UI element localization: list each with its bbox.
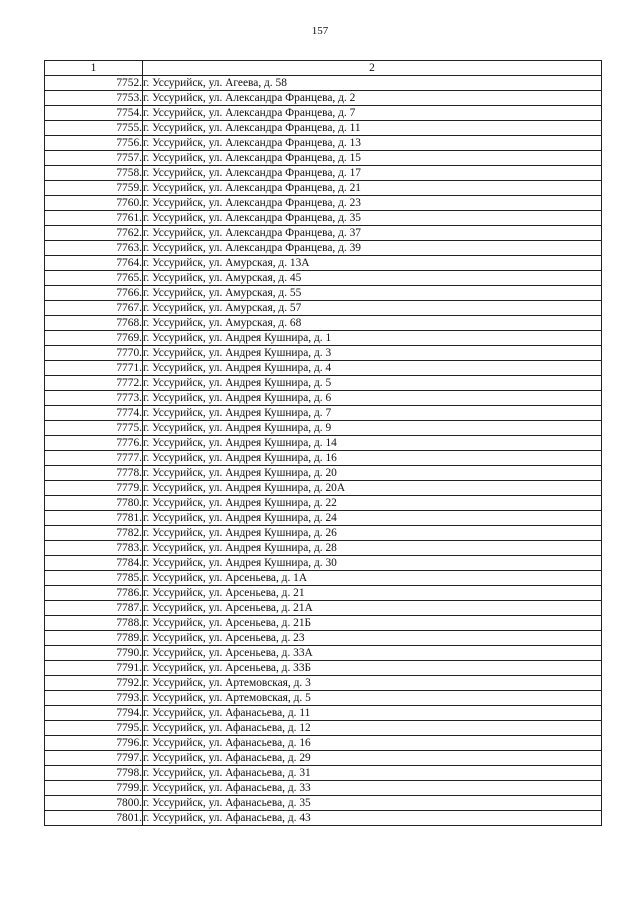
row-number: 7798. (45, 766, 143, 781)
row-address: г. Уссурийск, ул. Арсеньева, д. 33Б (143, 661, 602, 676)
row-address: г. Уссурийск, ул. Андрея Кушнира, д. 1 (143, 331, 602, 346)
row-number: 7768. (45, 316, 143, 331)
table-row (45, 121, 602, 136)
table-row (45, 571, 602, 586)
row-number: 7800. (45, 796, 143, 811)
row-address: г. Уссурийск, ул. Андрея Кушнира, д. 14 (143, 436, 602, 451)
page-number: 157 (311, 25, 329, 37)
table-row (45, 196, 602, 211)
row-number: 7773. (45, 391, 143, 406)
table-row (45, 376, 602, 391)
row-address: г. Уссурийск, ул. Александра Францева, д. 17 (143, 166, 602, 181)
column-header-1: 1 (45, 61, 143, 76)
row-number: 7775. (45, 421, 143, 436)
row-number: 7761. (45, 211, 143, 226)
row-address: г. Уссурийск, ул. Александра Францева, д. 37 (143, 226, 602, 241)
table-row (45, 631, 602, 646)
row-address: г. Уссурийск, ул. Андрея Кушнира, д. 20А (143, 481, 602, 496)
table-row (45, 346, 602, 361)
table-row (45, 136, 602, 151)
row-number: 7787. (45, 601, 143, 616)
row-address: г. Уссурийск, ул. Александра Францева, д. 2 (143, 91, 602, 106)
row-address: г. Уссурийск, ул. Андрея Кушнира, д. 20 (143, 466, 602, 481)
row-address: г. Уссурийск, ул. Амурская, д. 68 (143, 316, 602, 331)
table-row (45, 766, 602, 781)
row-number: 7797. (45, 751, 143, 766)
row-number: 7752. (45, 76, 143, 91)
row-number: 7781. (45, 511, 143, 526)
row-number: 7782. (45, 526, 143, 541)
row-address: г. Уссурийск, ул. Артемовская, д. 5 (143, 691, 602, 706)
row-address: г. Уссурийск, ул. Андрея Кушнира, д. 9 (143, 421, 602, 436)
table-row (45, 601, 602, 616)
table-row (45, 406, 602, 421)
row-number: 7754. (45, 106, 143, 121)
row-address: г. Уссурийск, ул. Андрея Кушнира, д. 6 (143, 391, 602, 406)
table-row (45, 181, 602, 196)
row-number: 7755. (45, 121, 143, 136)
row-address: г. Уссурийск, ул. Андрея Кушнира, д. 22 (143, 496, 602, 511)
row-number: 7790. (45, 646, 143, 661)
row-number: 7796. (45, 736, 143, 751)
row-address: г. Уссурийск, ул. Афанасьева, д. 12 (143, 721, 602, 736)
row-address: г. Уссурийск, ул. Афанасьева, д. 11 (143, 706, 602, 721)
row-address: г. Уссурийск, ул. Артемовская, д. 3 (143, 676, 602, 691)
row-number: 7762. (45, 226, 143, 241)
table-row (45, 781, 602, 796)
table-row (45, 586, 602, 601)
table-row (45, 106, 602, 121)
row-number: 7767. (45, 301, 143, 316)
row-number: 7756. (45, 136, 143, 151)
row-number: 7794. (45, 706, 143, 721)
table-row (45, 256, 602, 271)
table-row (45, 211, 602, 226)
row-number: 7765. (45, 271, 143, 286)
row-number: 7772. (45, 376, 143, 391)
table-row (45, 241, 602, 256)
row-number: 7757. (45, 151, 143, 166)
table-row (45, 796, 602, 811)
row-address: г. Уссурийск, ул. Афанасьева, д. 43 (143, 811, 602, 826)
row-address: г. Уссурийск, ул. Александра Францева, д. 15 (143, 151, 602, 166)
table-row (45, 556, 602, 571)
row-number: 7788. (45, 616, 143, 631)
row-address: г. Уссурийск, ул. Александра Францева, д. 23 (143, 196, 602, 211)
table-row (45, 811, 602, 826)
table-row (45, 151, 602, 166)
row-number: 7801. (45, 811, 143, 826)
column-header-2: 2 (143, 61, 602, 76)
row-address: г. Уссурийск, ул. Андрея Кушнира, д. 7 (143, 406, 602, 421)
row-number: 7778. (45, 466, 143, 481)
row-number: 7786. (45, 586, 143, 601)
row-address: г. Уссурийск, ул. Афанасьева, д. 16 (143, 736, 602, 751)
table-row (45, 676, 602, 691)
row-address: г. Уссурийск, ул. Арсеньева, д. 23 (143, 631, 602, 646)
row-number: 7771. (45, 361, 143, 376)
table-body (45, 76, 602, 826)
row-number: 7791. (45, 661, 143, 676)
row-address: г. Уссурийск, ул. Андрея Кушнира, д. 5 (143, 376, 602, 391)
row-address: г. Уссурийск, ул. Андрея Кушнира, д. 26 (143, 526, 602, 541)
row-address: г. Уссурийск, ул. Андрея Кушнира, д. 4 (143, 361, 602, 376)
row-address: г. Уссурийск, ул. Александра Францева, д. 11 (143, 121, 602, 136)
row-address: г. Уссурийск, ул. Андрея Кушнира, д. 3 (143, 346, 602, 361)
row-number: 7774. (45, 406, 143, 421)
table-row (45, 511, 602, 526)
row-address: г. Уссурийск, ул. Александра Францева, д. 39 (143, 241, 602, 256)
table-row (45, 76, 602, 91)
row-number: 7758. (45, 166, 143, 181)
table-row (45, 451, 602, 466)
row-address: г. Уссурийск, ул. Александра Францева, д. 7 (143, 106, 602, 121)
row-number: 7776. (45, 436, 143, 451)
row-address: г. Уссурийск, ул. Александра Францева, д. 35 (143, 211, 602, 226)
table-row (45, 226, 602, 241)
table-row (45, 361, 602, 376)
row-address: г. Уссурийск, ул. Амурская, д. 13А (143, 256, 602, 271)
table-row (45, 286, 602, 301)
row-address: г. Уссурийск, ул. Арсеньева, д. 21А (143, 601, 602, 616)
row-number: 7770. (45, 346, 143, 361)
row-number: 7792. (45, 676, 143, 691)
row-address: г. Уссурийск, ул. Арсеньева, д. 21Б (143, 616, 602, 631)
row-address: г. Уссурийск, ул. Афанасьева, д. 29 (143, 751, 602, 766)
header-row (45, 61, 602, 76)
row-address: г. Уссурийск, ул. Андрея Кушнира, д. 16 (143, 451, 602, 466)
table-row (45, 301, 602, 316)
row-number: 7784. (45, 556, 143, 571)
row-number: 7799. (45, 781, 143, 796)
row-address: г. Уссурийск, ул. Арсеньева, д. 21 (143, 586, 602, 601)
table-row (45, 316, 602, 331)
row-number: 7766. (45, 286, 143, 301)
row-number: 7783. (45, 541, 143, 556)
row-number: 7764. (45, 256, 143, 271)
row-number: 7795. (45, 721, 143, 736)
row-number: 7763. (45, 241, 143, 256)
table-row (45, 271, 602, 286)
table-row (45, 481, 602, 496)
row-address: г. Уссурийск, ул. Амурская, д. 57 (143, 301, 602, 316)
table-row (45, 736, 602, 751)
table-row (45, 436, 602, 451)
table-row (45, 421, 602, 436)
table-row (45, 91, 602, 106)
row-number: 7785. (45, 571, 143, 586)
table-row (45, 661, 602, 676)
table-row (45, 526, 602, 541)
row-address: г. Уссурийск, ул. Афанасьева, д. 31 (143, 766, 602, 781)
row-address: г. Уссурийск, ул. Амурская, д. 55 (143, 286, 602, 301)
row-number: 7769. (45, 331, 143, 346)
table-row (45, 166, 602, 181)
table-row (45, 391, 602, 406)
row-address: г. Уссурийск, ул. Амурская, д. 45 (143, 271, 602, 286)
row-number: 7759. (45, 181, 143, 196)
row-number: 7793. (45, 691, 143, 706)
row-address: г. Уссурийск, ул. Арсеньева, д. 33А (143, 646, 602, 661)
row-number: 7789. (45, 631, 143, 646)
table-row (45, 751, 602, 766)
row-number: 7780. (45, 496, 143, 511)
table-row (45, 721, 602, 736)
table-row (45, 616, 602, 631)
row-address: г. Уссурийск, ул. Афанасьева, д. 35 (143, 796, 602, 811)
row-number: 7753. (45, 91, 143, 106)
table-row (45, 331, 602, 346)
row-number: 7779. (45, 481, 143, 496)
address-table (44, 60, 602, 826)
row-address: г. Уссурийск, ул. Александра Францева, д. 13 (143, 136, 602, 151)
table-row (45, 496, 602, 511)
table-row (45, 541, 602, 556)
row-address: г. Уссурийск, ул. Андрея Кушнира, д. 24 (143, 511, 602, 526)
row-address: г. Уссурийск, ул. Александра Францева, д. 21 (143, 181, 602, 196)
row-address: г. Уссурийск, ул. Андрея Кушнира, д. 30 (143, 556, 602, 571)
row-address: г. Уссурийск, ул. Афанасьева, д. 33 (143, 781, 602, 796)
row-address: г. Уссурийск, ул. Агеева, д. 58 (143, 76, 602, 91)
table-row (45, 691, 602, 706)
row-address: г. Уссурийск, ул. Арсеньева, д. 1А (143, 571, 602, 586)
table-row (45, 706, 602, 721)
table-row (45, 466, 602, 481)
table-row (45, 646, 602, 661)
row-number: 7760. (45, 196, 143, 211)
row-address: г. Уссурийск, ул. Андрея Кушнира, д. 28 (143, 541, 602, 556)
row-number: 7777. (45, 451, 143, 466)
